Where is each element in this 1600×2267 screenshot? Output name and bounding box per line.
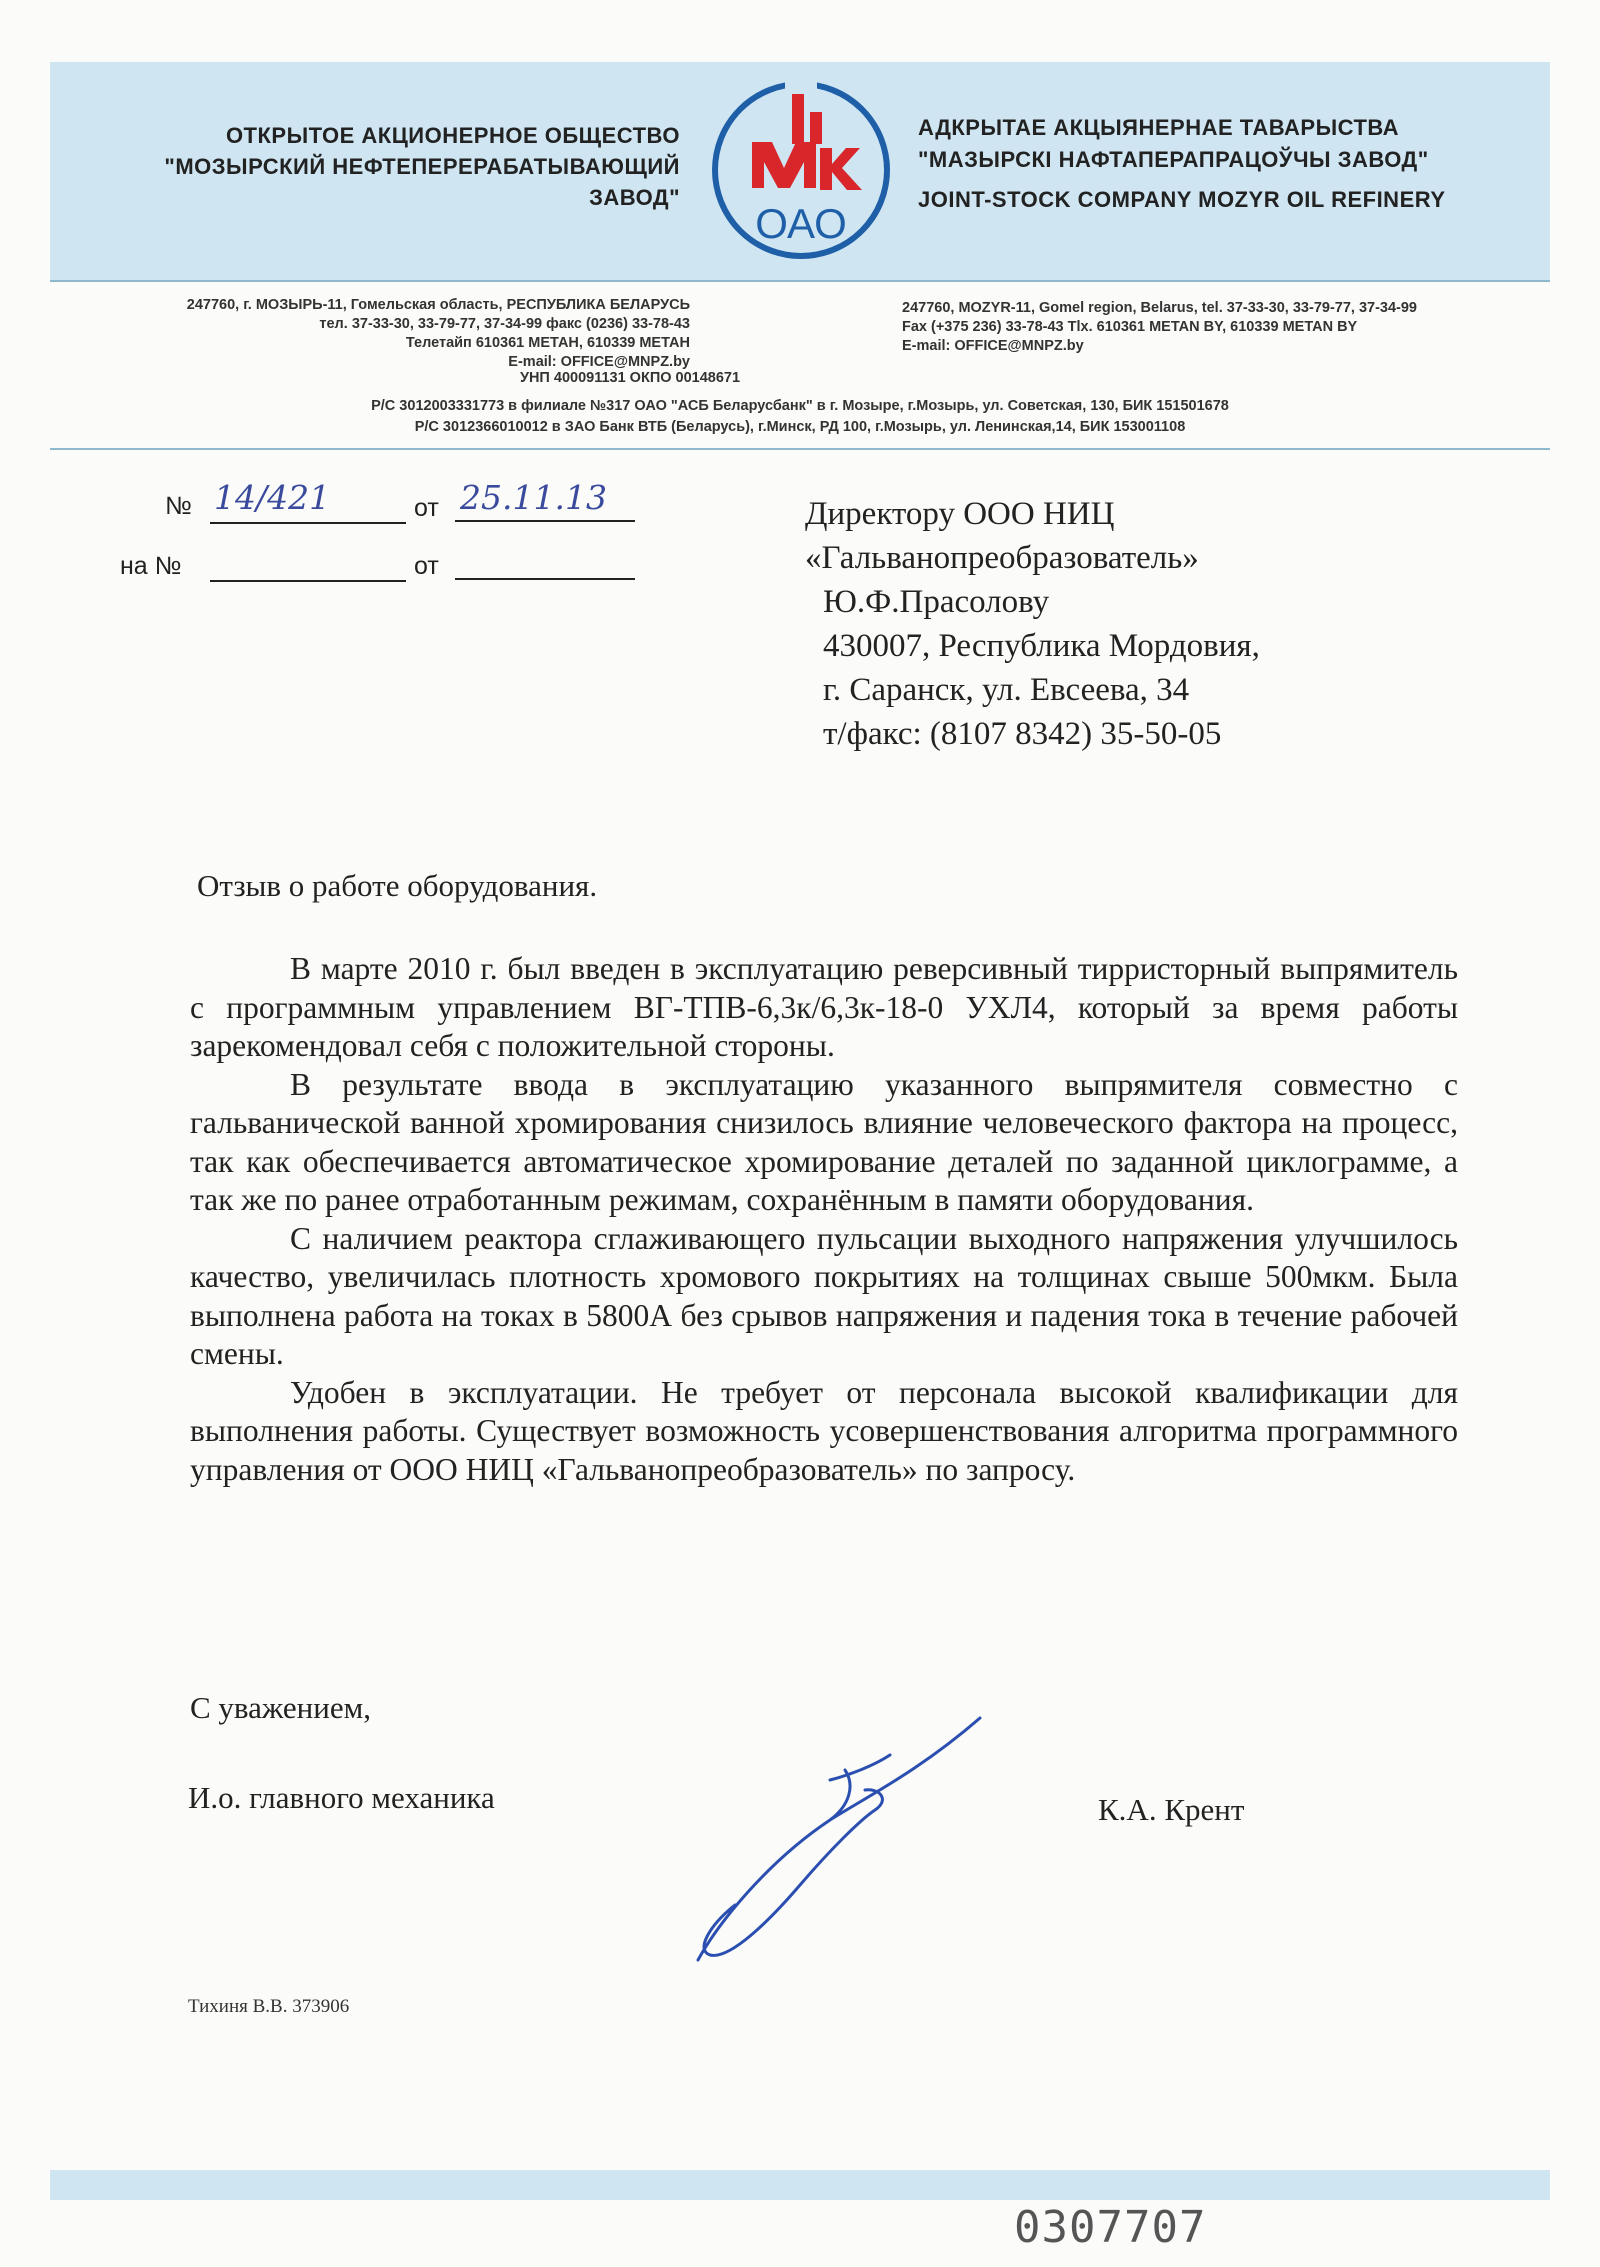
signature bbox=[680, 1710, 1000, 1970]
org-name-ru-line: ОТКРЫТОЕ АКЦИОНЕРНОЕ ОБЩЕСТВО bbox=[225, 123, 680, 148]
bank-line: Р/С 3012366010012 в ЗАО Банк ВТБ (Беларусь), г.Минск, РД 100, г.Мозырь, ул. Ленинская,14, БИК 153001108 bbox=[414, 419, 1186, 435]
reference-number-label: на № bbox=[120, 552, 182, 580]
logo-text: ОАО bbox=[755, 200, 847, 247]
outgoing-date-label: от bbox=[414, 494, 439, 522]
outgoing-number-value: 14/421 bbox=[214, 478, 331, 517]
address-line: 247760, г. МОЗЫРЬ-11, Гомельская область, РЕСПУБЛИКА БЕЛАРУСЬ bbox=[186, 297, 690, 313]
outgoing-date-value: 25.11.13 bbox=[460, 478, 607, 517]
closing-phrase: С уважением, bbox=[190, 1690, 371, 1725]
signer-name: К.А. Крент bbox=[1098, 1792, 1245, 1827]
reference-date-line bbox=[455, 578, 635, 580]
recipient-line: г. Саранск, ул. Евсеева, 34 bbox=[823, 672, 1190, 708]
org-name-by bbox=[918, 112, 1446, 216]
address-line: тел. 37-33-30, 33-79-77, 37-34-99 факс (0236) 33-78-43 bbox=[319, 316, 690, 332]
body-paragraph: В марте 2010 г. был введен в эксплуатацию реверсивный тирристорный выпрямитель с программным управлением ВГ-ТПВ-6,3к/6,3к-18-0 УХЛ4, который за время работы зарекомендовал себя с положительной стороны. bbox=[190, 951, 1458, 1063]
address-line: Fax (+375 236) 33-78-43 Tlx. 610361 METAN BY, 610339 METAN BY bbox=[902, 319, 1358, 335]
company-ids bbox=[0, 370, 1600, 386]
recipient-block bbox=[805, 492, 1260, 756]
address-ru bbox=[187, 296, 690, 372]
email-line: E-mail: OFFICE@MNPZ.by bbox=[902, 338, 1084, 354]
form-serial-number: 0307707 bbox=[1014, 2202, 1207, 2253]
footer-divider bbox=[50, 448, 1550, 450]
org-name-by-line: "МАЗЫРСКI НАФТАПЕРАПРАЦОЎЧЫ ЗАВОД" bbox=[918, 147, 1429, 172]
reference-date-label: от bbox=[414, 552, 439, 580]
address-line: Телетайп 610361 МЕТАН, 610339 МЕТАН bbox=[405, 335, 690, 351]
org-name-en: JOINT-STOCK COMPANY MOZYR OIL REFINERY bbox=[918, 187, 1446, 212]
org-name-ru-line: ЗАВОД" bbox=[589, 185, 680, 210]
address-line: 247760, MOZYR-11, Gomel region, Belarus, tel. 37-33-30, 33-79-77, 37-34-99 bbox=[902, 300, 1417, 316]
body-paragraph: Удобен в эксплуатации. Не требует от персонала высокой квалификации для выполнения работы. Существует возможность усовершенствования алгоритма программного управления от ООО НИЦ «Гальванопреобразователь» по запросу. bbox=[190, 1374, 1458, 1487]
outgoing-number-line bbox=[210, 522, 406, 524]
recipient-line: Директору ООО НИЦ bbox=[805, 496, 1115, 532]
org-name-ru-line: "МОЗЫРСКИЙ НЕФТЕПЕРЕРАБАТЫВАЮЩИЙ bbox=[164, 154, 680, 179]
executor-info: Тихиня В.В. 373906 bbox=[188, 1996, 350, 2017]
company-logo bbox=[706, 72, 896, 268]
body-paragraph: В результате ввода в эксплуатацию указанного выпрямителя совместно с гальванической ванной хромирования снизилось влияние человеческого фактора на процесс, так как обеспечивается автоматическое хромирование деталей по заданной циклограмме, а так же по ранее отработанным режимам, сохранённым в памяти оборудования. bbox=[190, 1066, 1458, 1217]
header-divider bbox=[50, 280, 1550, 282]
org-name-ru bbox=[164, 120, 680, 213]
recipient-line: Ю.Ф.Прасолову bbox=[823, 584, 1050, 620]
footer-band bbox=[50, 2170, 1550, 2200]
reference-number-line bbox=[210, 580, 406, 582]
address-en bbox=[902, 299, 1417, 356]
letter-body bbox=[190, 950, 1458, 1489]
outgoing-number-label: № bbox=[165, 492, 192, 520]
signer-position: И.о. главного механика bbox=[188, 1780, 495, 1815]
recipient-line: т/факс: (8107 8342) 35-50-05 bbox=[823, 716, 1222, 752]
body-paragraph: С наличием реактора сглаживающего пульсации выходного напряжения улучшилось качество, увеличилась плотность хромового покрытиях на толщинах свыше 500мкм. Была выполнена работа на токах в 5800А без срывов напряжения и падения тока в течение рабочей смены. bbox=[190, 1220, 1458, 1371]
letter-subject: Отзыв о работе оборудования. bbox=[197, 868, 598, 903]
org-name-by-line: АДКРЫТАЕ АКЦЫЯНЕРНАЕ ТАВАРЫСТВА bbox=[918, 115, 1400, 140]
bank-details bbox=[0, 396, 1600, 438]
email-line: E-mail: OFFICE@MNPZ.by bbox=[508, 354, 690, 370]
bank-line: Р/С 3012003331773 в филиале №317 ОАО "АСБ Беларусбанк" в г. Мозыре, г.Мозырь, ул. Советская, 130, БИК 151501678 bbox=[371, 398, 1229, 414]
recipient-line: «Гальванопреобразователь» bbox=[805, 540, 1199, 576]
outgoing-date-line bbox=[455, 520, 635, 522]
recipient-line: 430007, Республика Мордовия, bbox=[823, 628, 1260, 664]
company-ids-text: УНП 400091131 ОКПО 00148671 bbox=[519, 370, 741, 386]
